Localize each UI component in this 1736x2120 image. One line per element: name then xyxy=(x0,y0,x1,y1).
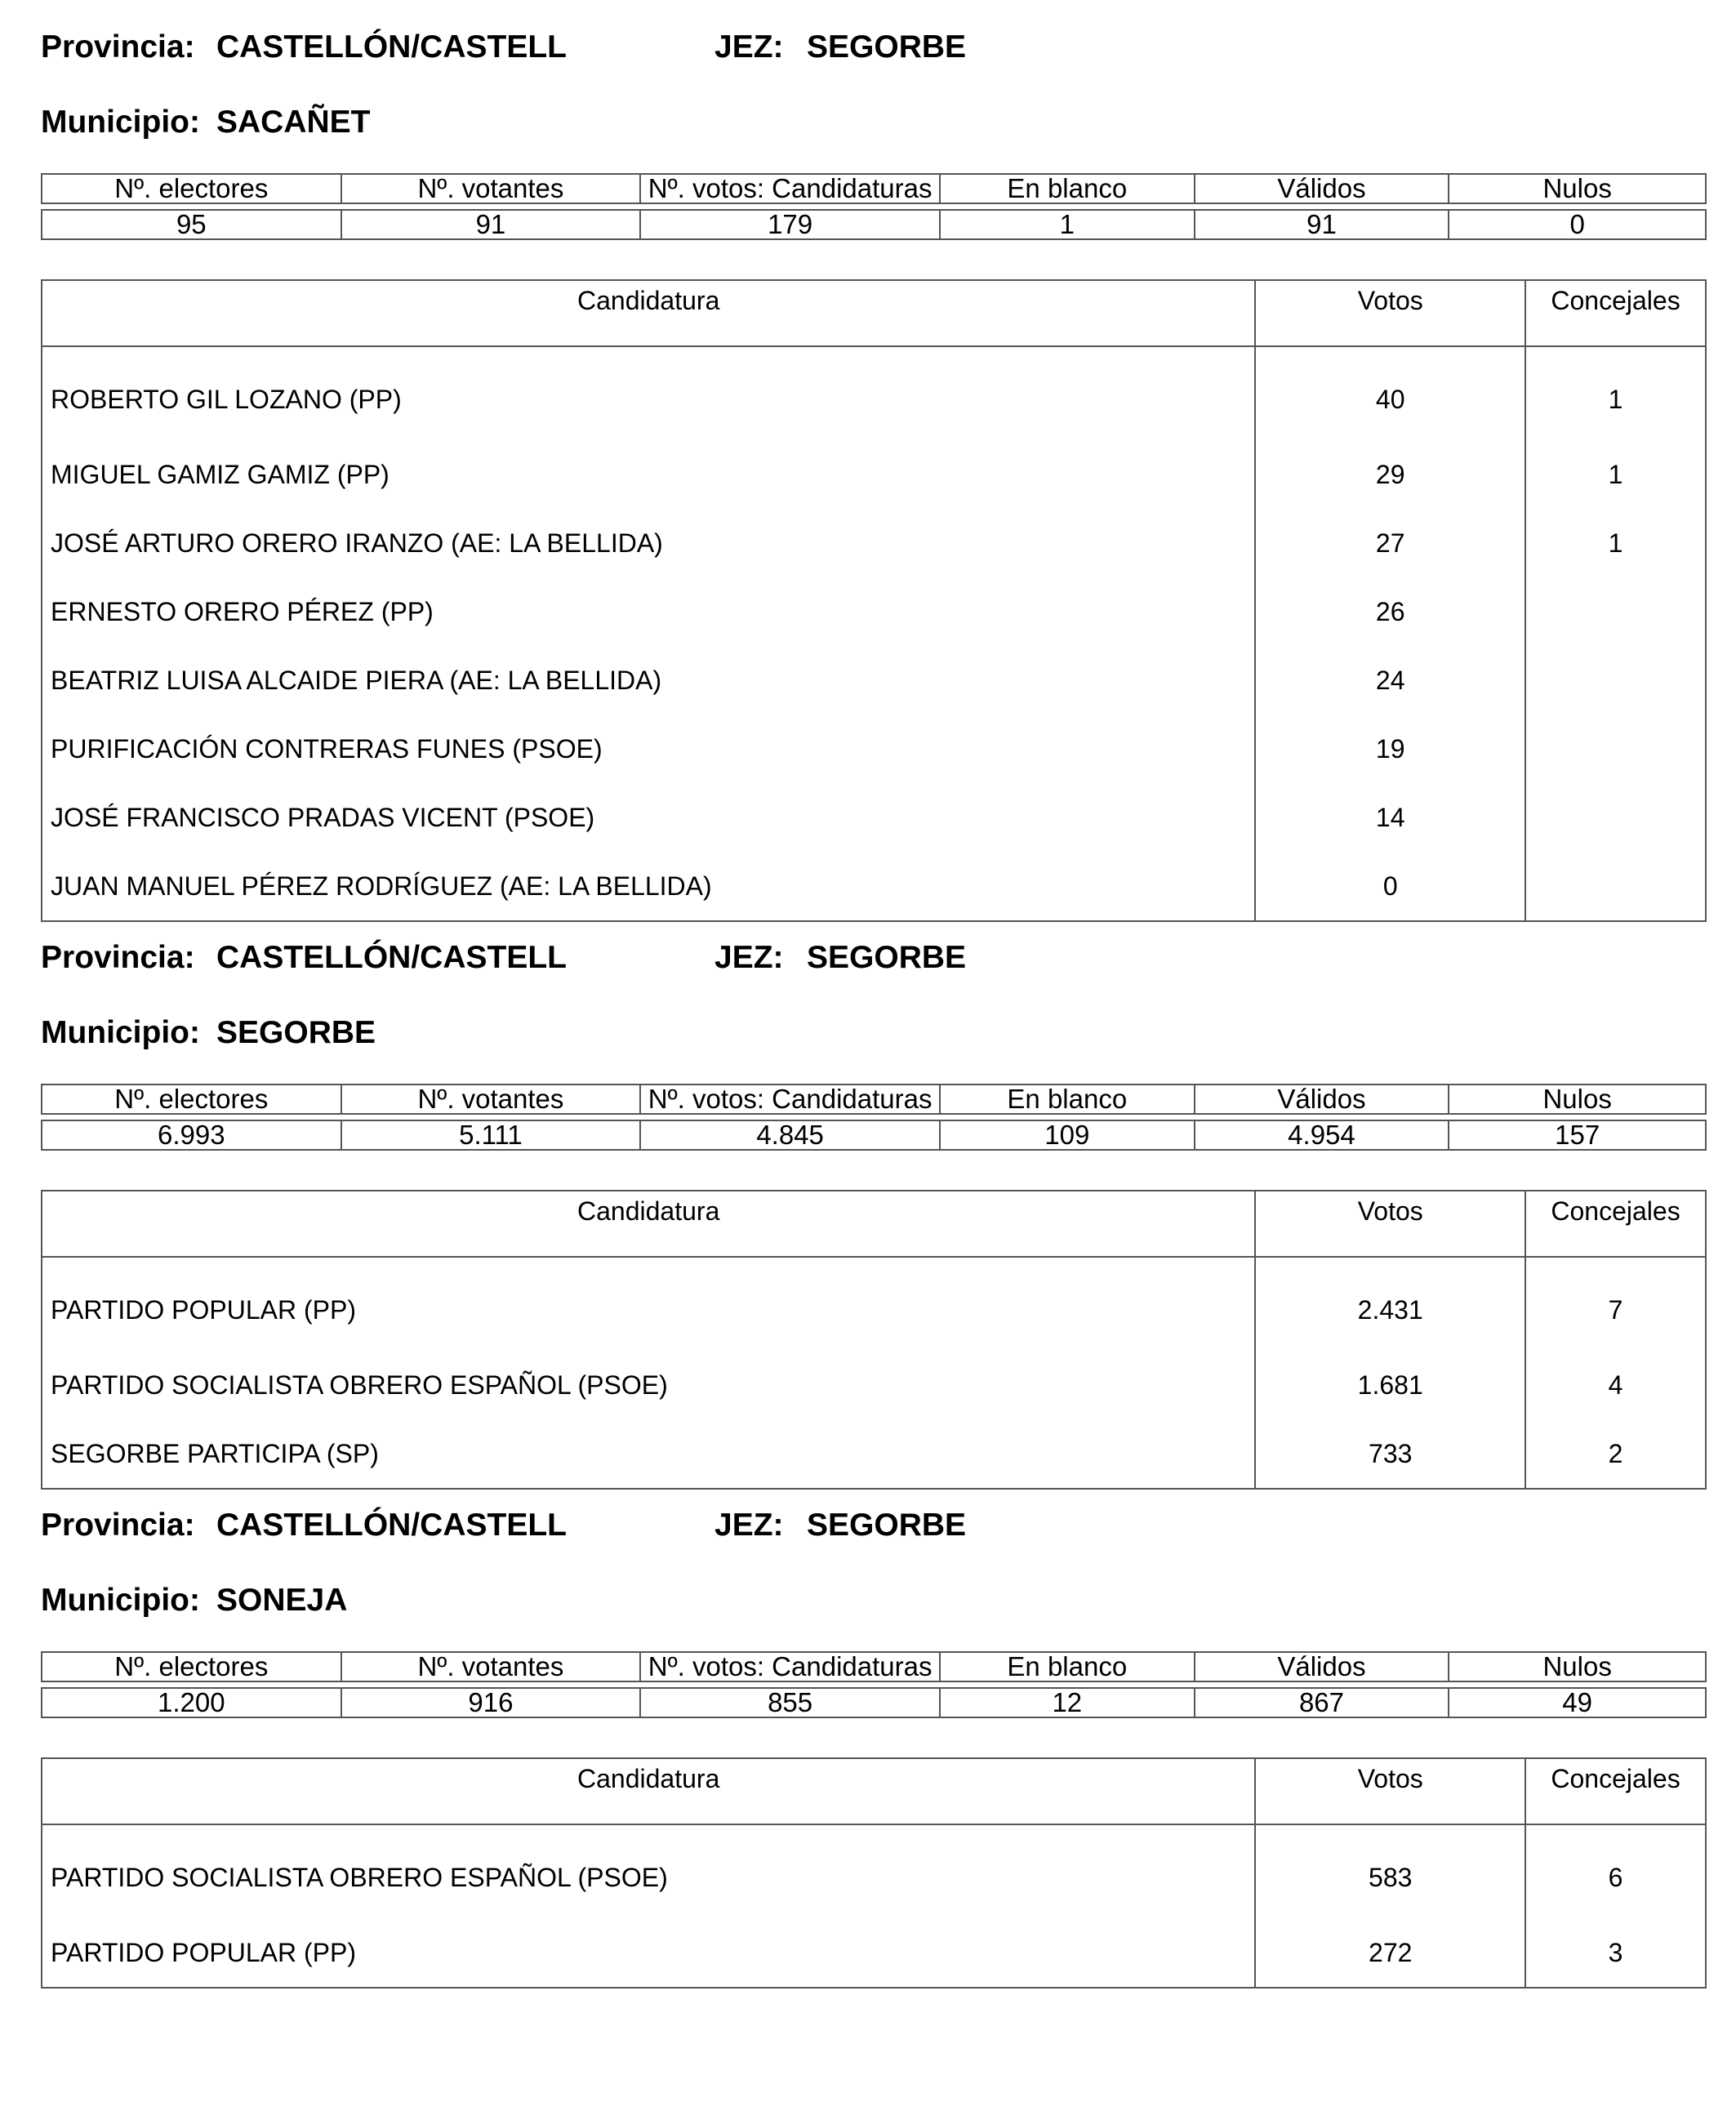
stats-value-validos: 91 xyxy=(1195,210,1449,239)
stats-value-nulos: 157 xyxy=(1449,1120,1706,1150)
candidate-name: JUAN MANUEL PÉREZ RODRÍGUEZ (AE: LA BELLIDA) xyxy=(42,852,1255,921)
stats-table xyxy=(41,1084,1707,1151)
stats-header-candidaturas: Nº. votos: Candidaturas xyxy=(640,1652,940,1681)
candidate-concejales xyxy=(1525,646,1706,715)
candidate-row xyxy=(42,852,1706,921)
stats-header-blanco: En blanco xyxy=(940,174,1195,203)
stats-value-candidaturas: 179 xyxy=(640,210,940,239)
header-concejales: Concejales xyxy=(1525,280,1706,346)
candidate-row xyxy=(42,715,1706,783)
candidates-table xyxy=(41,279,1707,922)
candidate-votos: 2.431 xyxy=(1255,1257,1525,1351)
stats-header-candidaturas: Nº. votos: Candidaturas xyxy=(640,1084,940,1114)
candidate-votos: 1.681 xyxy=(1255,1351,1525,1419)
stats-header-blanco: En blanco xyxy=(940,1084,1195,1114)
candidate-name: SEGORBE PARTICIPA (SP) xyxy=(42,1419,1255,1489)
header-candidatura: Candidatura xyxy=(42,1758,1255,1824)
stats-header-validos: Válidos xyxy=(1195,1652,1449,1681)
header-candidatura: Candidatura xyxy=(42,1191,1255,1257)
jez-label: JEZ: xyxy=(714,29,784,65)
stats-value-votantes: 916 xyxy=(341,1688,641,1717)
stats-value-row xyxy=(42,1688,1706,1717)
candidate-concejales xyxy=(1525,715,1706,783)
candidate-concejales: 3 xyxy=(1525,1918,1706,1988)
stats-table xyxy=(41,173,1707,240)
stats-header-candidaturas: Nº. votos: Candidaturas xyxy=(640,174,940,203)
provincia-label: Provincia: xyxy=(41,29,195,65)
candidate-row xyxy=(42,646,1706,715)
jez-value: SEGORBE xyxy=(807,940,967,975)
candidate-votos: 24 xyxy=(1255,646,1525,715)
stats-value-candidaturas: 855 xyxy=(640,1688,940,1717)
header-votos: Votos xyxy=(1255,1191,1525,1257)
stats-header-row xyxy=(42,1652,1706,1681)
candidate-row xyxy=(42,1918,1706,1988)
candidates-header-row xyxy=(42,280,1706,346)
header-candidatura: Candidatura xyxy=(42,280,1255,346)
candidate-votos: 733 xyxy=(1255,1419,1525,1489)
stats-header-blanco: En blanco xyxy=(940,1652,1195,1681)
candidate-votos: 14 xyxy=(1255,783,1525,852)
candidate-concejales: 4 xyxy=(1525,1351,1706,1419)
stats-value-nulos: 0 xyxy=(1449,210,1706,239)
municipio-value: SACAÑET xyxy=(216,105,371,140)
candidate-concejales: 1 xyxy=(1525,440,1706,509)
candidate-concejales: 1 xyxy=(1525,509,1706,577)
stats-value-validos: 4.954 xyxy=(1195,1120,1449,1150)
stats-header-votantes: Nº. votantes xyxy=(341,174,641,203)
candidate-row xyxy=(42,783,1706,852)
stats-value-blanco: 12 xyxy=(940,1688,1195,1717)
header-votos: Votos xyxy=(1255,1758,1525,1824)
provincia-value: CASTELLÓN/CASTELL xyxy=(216,29,567,65)
stats-value-candidaturas: 4.845 xyxy=(640,1120,940,1150)
candidate-row xyxy=(42,440,1706,509)
candidate-name: MIGUEL GAMIZ GAMIZ (PP) xyxy=(42,440,1255,509)
municipio-label: Municipio: xyxy=(41,105,200,140)
candidate-row xyxy=(42,1351,1706,1419)
stats-value-electores: 95 xyxy=(42,210,341,239)
stats-header-electores: Nº. electores xyxy=(42,174,341,203)
jez-label: JEZ: xyxy=(714,940,784,975)
candidates-header-row xyxy=(42,1758,1706,1824)
candidate-name: PARTIDO SOCIALISTA OBRERO ESPAÑOL (PSOE) xyxy=(42,1824,1255,1918)
candidate-name: BEATRIZ LUISA ALCAIDE PIERA (AE: LA BELLIDA) xyxy=(42,646,1255,715)
stats-value-blanco: 1 xyxy=(940,210,1195,239)
municipio-label: Municipio: xyxy=(41,1583,200,1618)
stats-header-row xyxy=(42,1084,1706,1114)
candidate-votos: 19 xyxy=(1255,715,1525,783)
stats-header-nulos: Nulos xyxy=(1449,1652,1706,1681)
stats-value-validos: 867 xyxy=(1195,1688,1449,1717)
header-concejales: Concejales xyxy=(1525,1191,1706,1257)
stats-header-row xyxy=(42,174,1706,203)
stats-value-row xyxy=(42,1120,1706,1150)
candidate-name: JOSÉ FRANCISCO PRADAS VICENT (PSOE) xyxy=(42,783,1255,852)
header-votos: Votos xyxy=(1255,280,1525,346)
stats-header-votantes: Nº. votantes xyxy=(341,1652,641,1681)
candidate-row xyxy=(42,577,1706,646)
candidate-row xyxy=(42,1824,1706,1918)
municipio-label: Municipio: xyxy=(41,1015,200,1050)
candidate-concejales: 6 xyxy=(1525,1824,1706,1918)
candidate-votos: 26 xyxy=(1255,577,1525,646)
stats-value-votantes: 5.111 xyxy=(341,1120,641,1150)
jez-label: JEZ: xyxy=(714,1508,784,1543)
header-concejales: Concejales xyxy=(1525,1758,1706,1824)
candidate-name: PARTIDO POPULAR (PP) xyxy=(42,1257,1255,1351)
provincia-label: Provincia: xyxy=(41,1508,195,1543)
municipio-value: SEGORBE xyxy=(216,1015,376,1050)
candidate-row xyxy=(42,1257,1706,1351)
candidate-concejales xyxy=(1525,577,1706,646)
candidate-votos: 29 xyxy=(1255,440,1525,509)
candidate-votos: 27 xyxy=(1255,509,1525,577)
stats-header-electores: Nº. electores xyxy=(42,1084,341,1114)
candidate-votos: 40 xyxy=(1255,346,1525,440)
candidates-table xyxy=(41,1757,1707,1989)
candidate-concejales: 7 xyxy=(1525,1257,1706,1351)
municipio-value: SONEJA xyxy=(216,1583,348,1618)
candidate-row xyxy=(42,509,1706,577)
provincia-value: CASTELLÓN/CASTELL xyxy=(216,940,567,975)
stats-header-electores: Nº. electores xyxy=(42,1652,341,1681)
candidate-votos: 272 xyxy=(1255,1918,1525,1988)
candidate-name: JOSÉ ARTURO ORERO IRANZO (AE: LA BELLIDA) xyxy=(42,509,1255,577)
stats-value-votantes: 91 xyxy=(341,210,641,239)
candidate-concejales xyxy=(1525,783,1706,852)
candidates-header-row xyxy=(42,1191,1706,1257)
provincia-value: CASTELLÓN/CASTELL xyxy=(216,1508,567,1543)
candidates-table xyxy=(41,1190,1707,1490)
candidate-row xyxy=(42,346,1706,440)
stats-header-nulos: Nulos xyxy=(1449,1084,1706,1114)
provincia-label: Provincia: xyxy=(41,940,195,975)
stats-value-electores: 1.200 xyxy=(42,1688,341,1717)
candidate-name: ERNESTO ORERO PÉREZ (PP) xyxy=(42,577,1255,646)
stats-value-electores: 6.993 xyxy=(42,1120,341,1150)
stats-header-validos: Válidos xyxy=(1195,1084,1449,1114)
stats-value-nulos: 49 xyxy=(1449,1688,1706,1717)
candidate-concejales: 2 xyxy=(1525,1419,1706,1489)
jez-value: SEGORBE xyxy=(807,1508,967,1543)
stats-header-validos: Válidos xyxy=(1195,174,1449,203)
candidate-row xyxy=(42,1419,1706,1489)
candidate-name: PARTIDO SOCIALISTA OBRERO ESPAÑOL (PSOE) xyxy=(42,1351,1255,1419)
stats-header-nulos: Nulos xyxy=(1449,174,1706,203)
stats-header-votantes: Nº. votantes xyxy=(341,1084,641,1114)
jez-value: SEGORBE xyxy=(807,29,967,65)
candidate-votos: 583 xyxy=(1255,1824,1525,1918)
candidate-concejales xyxy=(1525,852,1706,921)
candidate-name: PARTIDO POPULAR (PP) xyxy=(42,1918,1255,1988)
candidate-votos: 0 xyxy=(1255,852,1525,921)
candidate-name: ROBERTO GIL LOZANO (PP) xyxy=(42,346,1255,440)
candidate-concejales: 1 xyxy=(1525,346,1706,440)
stats-value-blanco: 109 xyxy=(940,1120,1195,1150)
stats-value-row xyxy=(42,210,1706,239)
stats-table xyxy=(41,1651,1707,1718)
candidate-name: PURIFICACIÓN CONTRERAS FUNES (PSOE) xyxy=(42,715,1255,783)
